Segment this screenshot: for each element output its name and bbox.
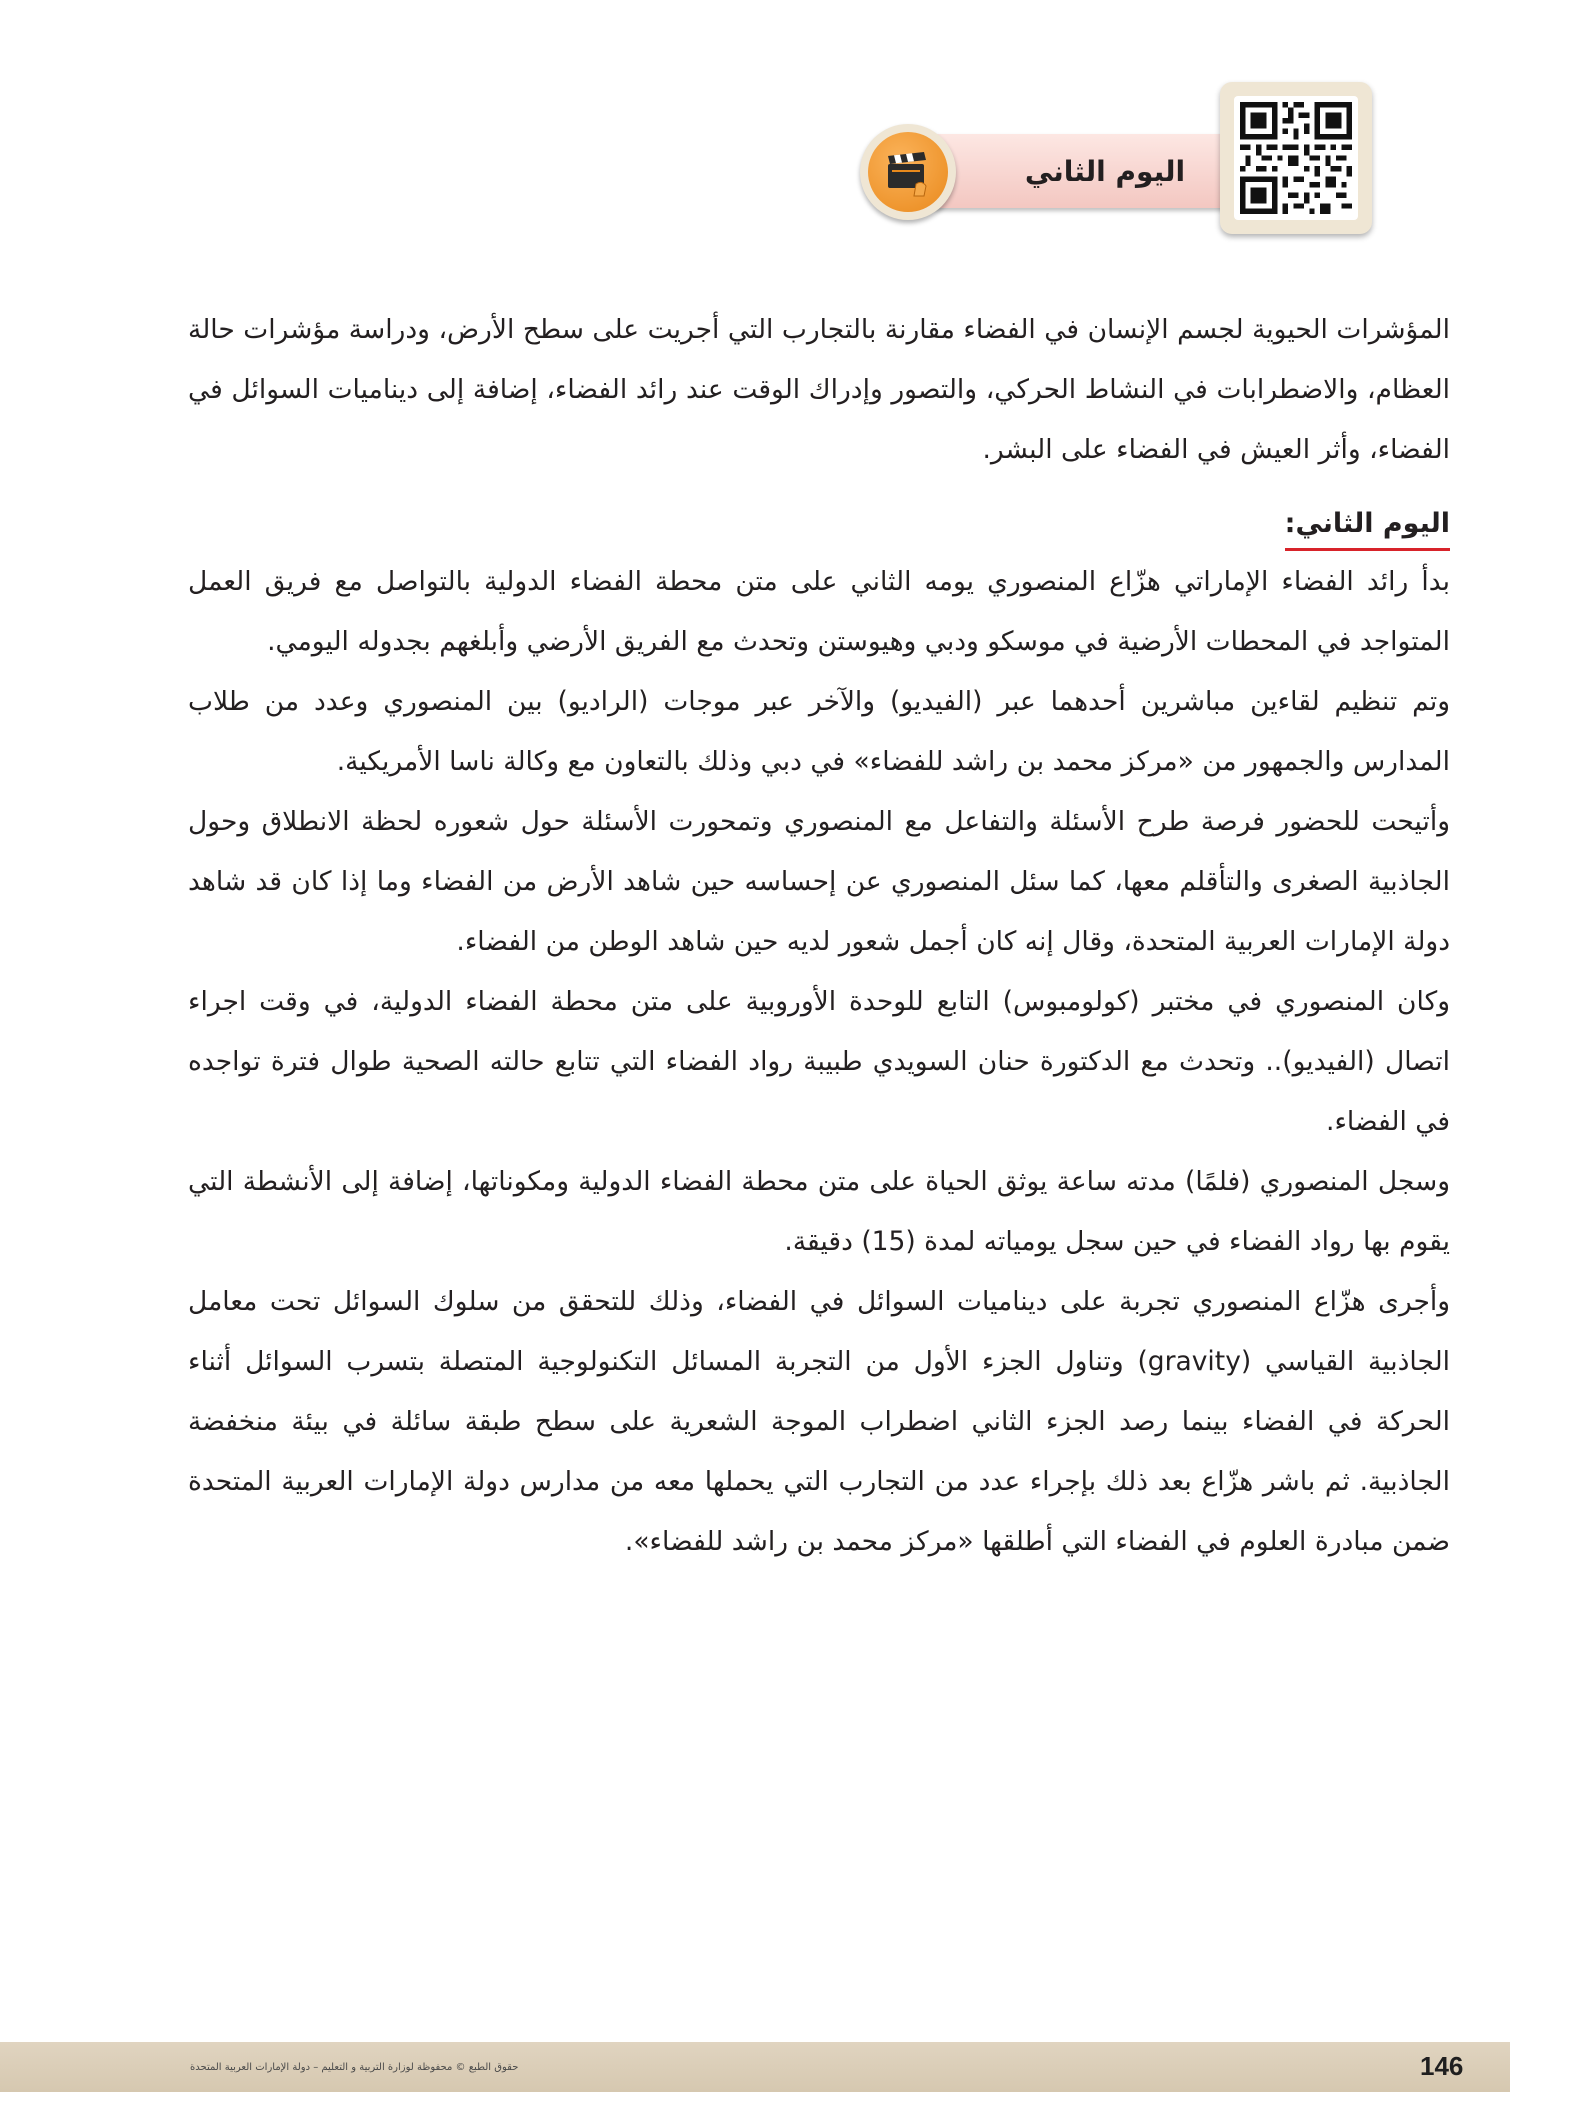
paragraph-questions: وأتيحت للحضور فرصة طرح الأسئلة والتفاعل مع المنصوري وتمحورت الأسئلة حول شعوره لحظة الانطلاق وحول الجاذبية الصغرى والتأقلم معها، كما سئل المنصوري عن إحساسه حين شاهد الأرض من الفضاء وما إذا كان قد شاهد دولة الإمارات العربية المتحدة، وقال إنه كان أجمل شعور لديه حين شاهد الوطن من الفضاء. [188, 806, 1450, 957]
header-banner [930, 134, 1240, 208]
section-heading: اليوم الثاني: [1285, 500, 1450, 551]
paragraph-film: وسجل المنصوري (فلمًا) مدته ساعة يوثق الحياة على متن محطة الفضاء الدولية ومكوناتها، إضافة إلى الأنشطة التي يقوم بها رواد الفضاء في حين سجل يومياته لمدة (15) دقيقة. [188, 1166, 1450, 1257]
footer-copyright: حقوق الطبع © محفوظة لوزارة التربية و التعليم – دولة الإمارات العربية المتحدة [190, 2062, 519, 2073]
paragraph-live-calls: وتم تنظيم لقاءين مباشرين أحدهما عبر (الفيديو) والآخر عبر موجات (الراديو) بين المنصوري وعدد من طلاب المدارس والجمهور من «مركز محمد بن راشد للفضاء» في دبي وذلك بالتعاون مع وكالة ناسا الأمريكية. [188, 686, 1450, 777]
header-title: اليوم الثاني [1024, 154, 1186, 188]
qr-code-frame[interactable] [1220, 82, 1372, 234]
paragraph-day-start: بدأ رائد الفضاء الإماراتي هزّاع المنصوري يومه الثاني على متن محطة الفضاء الدولية بالتواصل مع فريق العمل المتواجد في المحطات الأرضية في موسكو ودبي وهيوستن وتحدث مع الفريق الأرضي وأبلغهم بجدوله اليومي. [188, 566, 1450, 657]
qr-code-icon [1234, 96, 1358, 220]
paragraph-columbus-lab: وكان المنصوري في مختبر (كولومبوس) التابع للوحدة الأوروبية على متن محطة الفضاء الدولية، في وقت اجراء اتصال (الفيديو).. وتحدث مع الدكتورة حنان السويدي طبيبة رواد الفضاء التي تتابع حالته الصحية طوال فترة تواجده في الفضاء. [188, 986, 1450, 1137]
section-heading-wrap [188, 494, 1450, 552]
lesson-header [860, 82, 1380, 252]
paragraph-fluid-experiment: وأجرى هزّاع المنصوري تجربة على ديناميات السوائل في الفضاء، وذلك للتحقق من سلوك السوائل تحت معامل الجاذبية القياسي (gravity) وتناول الجزء الأول من التجربة المسائل التكنولوجية المتصلة بتسرب السوائل أثناء الحركة في الفضاء بينما رصد الجزء الثاني اضطراب الموجة الشعرية على سطح طبقة سائلة في بيئة منخفضة الجاذبية. ثم باشر هزّاع بعد ذلك بإجراء عدد من التجارب التي يحملها معه من مدارس دولة الإمارات العربية المتحدة ضمن مبادرة العلوم في الفضاء التي أطلقها «مركز محمد بن راشد للفضاء». [188, 1286, 1451, 1557]
video-badge-inner [868, 132, 948, 212]
qr-code-graphic [1240, 102, 1352, 214]
clapperboard-icon [880, 144, 936, 200]
video-clapper-icon[interactable] [860, 124, 956, 220]
page-number: 146 [1420, 2051, 1464, 2081]
article-body [188, 300, 1450, 1572]
crescent-decoration-icon [1440, 2016, 1550, 2126]
intro-paragraph: المؤشرات الحيوية لجسم الإنسان في الفضاء مقارنة بالتجارب التي أجريت على سطح الأرض، ودراسة مؤشرات حالة العظام، والاضطرابات في النشاط الحركي، والتصور وإدراك الوقت عند رائد الفضاء، إضافة إلى ديناميات السوائل في الفضاء، وأثر العيش في الفضاء على البشر. [188, 314, 1450, 465]
